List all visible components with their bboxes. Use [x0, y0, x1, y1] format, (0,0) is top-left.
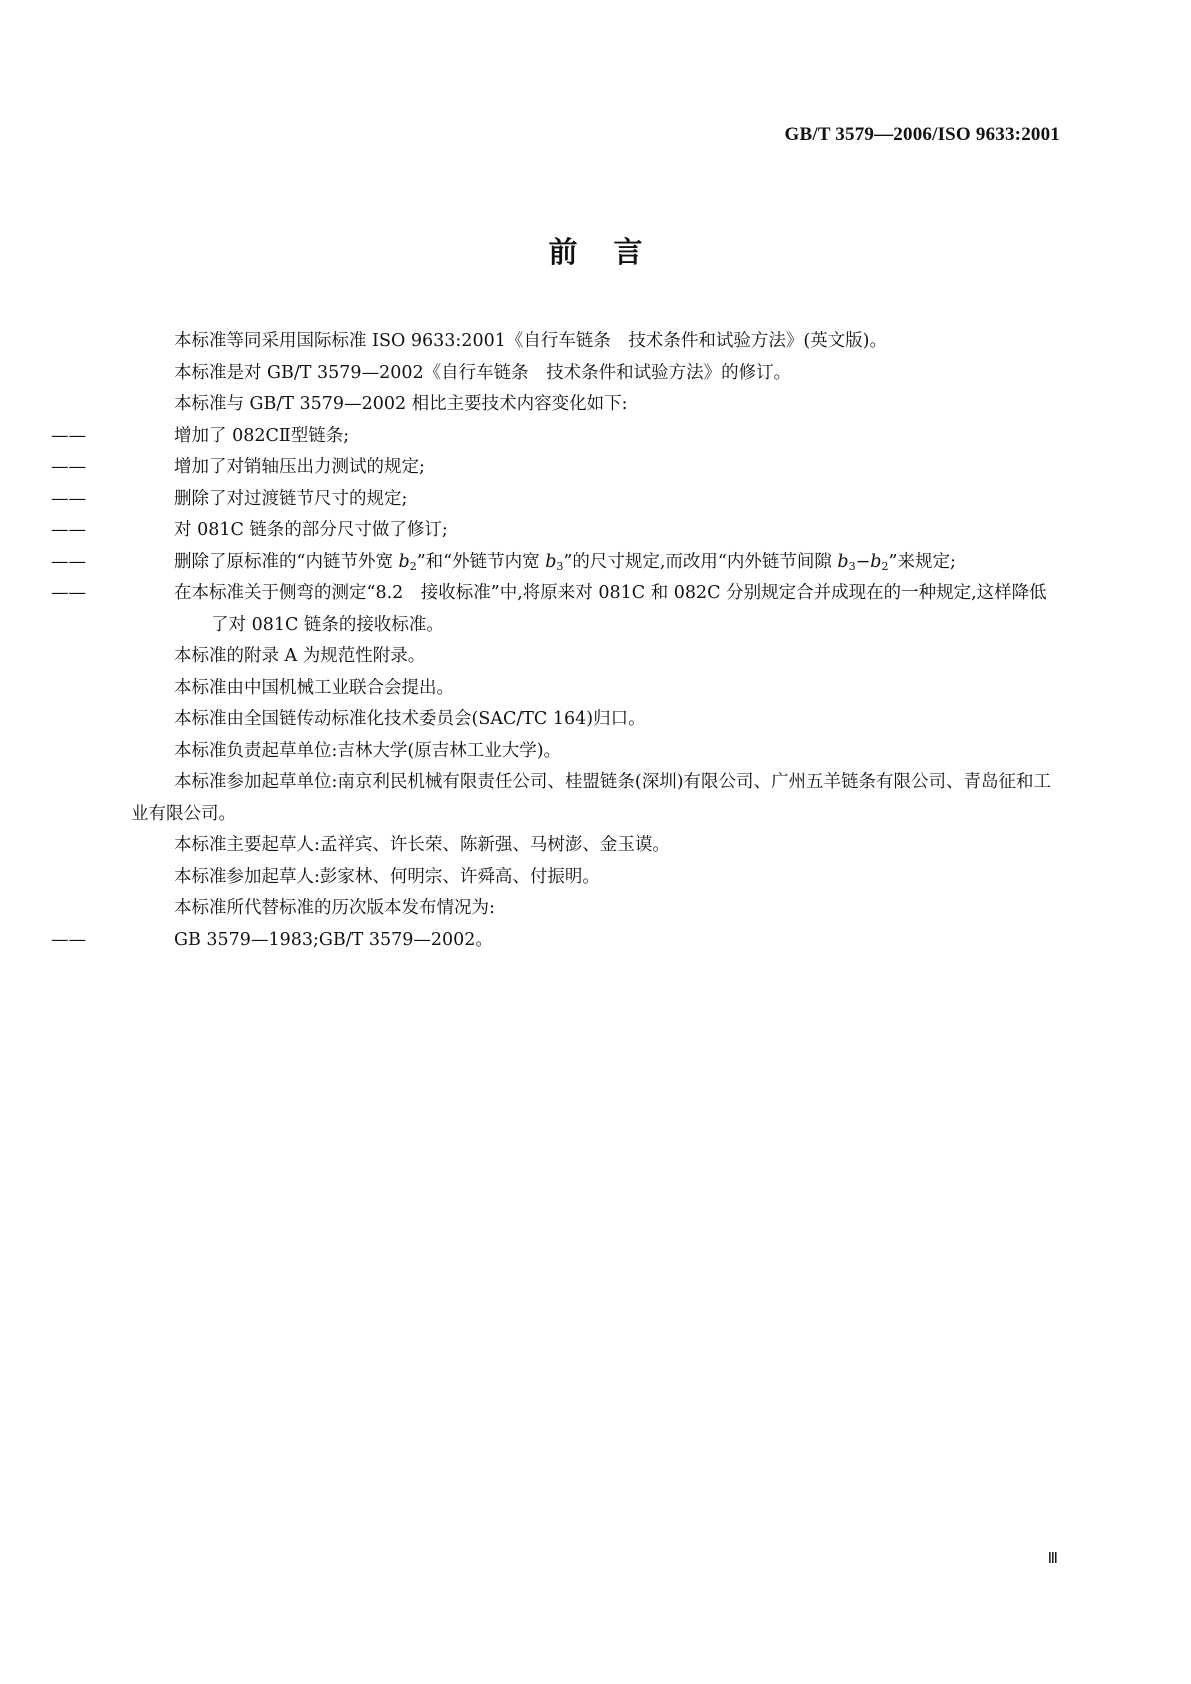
- paragraph: 本标准与 GB/T 3579—2002 相比主要技术内容变化如下:: [174, 394, 628, 414]
- list-item-text: ”和“外链节内宽: [416, 551, 546, 572]
- document-body: [51, 326, 1060, 956]
- list-item: [51, 484, 1060, 516]
- paragraph: 本标准的附录 A 为规范性附录。: [174, 646, 426, 666]
- paragraph: 本标准参加起草单位:南京利民机械有限责任公司、桂盟链条(深圳)有限公司、广州五羊链条有限公司、青岛征和工业有限公司。: [131, 772, 1052, 824]
- list-item: [51, 515, 1060, 547]
- paragraph: 本标准主要起草人:孟祥宾、许长荣、陈新强、马树澎、金玉谟。: [174, 835, 670, 855]
- paragraph: 本标准由中国机械工业联合会提出。: [174, 677, 454, 698]
- subscript: 3: [848, 559, 856, 573]
- list-item-text: 增加了对销轴压出力测试的规定;: [174, 457, 425, 477]
- page-title: 前言: [548, 235, 679, 269]
- paragraph: 本标准是对 GB/T 3579—2002《自行车链条 技术条件和试验方法》的修订。: [174, 362, 792, 383]
- standard-code: GB/T 3579—2006/ISO 9633:2001: [784, 124, 1060, 145]
- list-item-text: GB 3579—1983;GB/T 3579—2002。: [174, 929, 493, 950]
- paragraph: 本标准由全国链传动标准化技术委员会(SAC/TC 164)归口。: [174, 709, 646, 729]
- list-item: [51, 925, 1060, 957]
- subscript: 2: [409, 559, 417, 573]
- paragraph: 本标准所代替标准的历次版本发布情况为:: [174, 898, 495, 918]
- list-item-text: 对 081C 链条的部分尺寸做了修订;: [174, 520, 448, 540]
- variable-b: b: [398, 551, 410, 572]
- list-dash: ——: [51, 488, 86, 509]
- list-item-text: ”来规定;: [888, 551, 956, 572]
- list-dash: ——: [51, 929, 86, 950]
- list-item: [51, 421, 1060, 453]
- variable-b: b: [545, 551, 557, 572]
- list-dash: ——: [51, 520, 86, 540]
- list-item: [51, 547, 1060, 579]
- paragraph: 本标准负责起草单位:吉林大学(原吉林工业大学)。: [174, 740, 562, 761]
- list-item-text: 在本标准关于侧弯的测定“8.2 接收标准”中,将原来对 081C 和 082C 分别规定合并成现在的一种规定,这样降低了对 081C 链条的接收标准。: [174, 583, 1047, 635]
- variable-b: b: [870, 551, 882, 572]
- list-item-text: 删除了原标准的“内链节外宽: [174, 551, 399, 572]
- subscript: 2: [881, 559, 889, 573]
- list-dash: ——: [51, 425, 86, 446]
- list-dash: ——: [51, 583, 86, 603]
- list-item-text: ”的尺寸规定,而改用“内外链节间隙: [563, 551, 838, 572]
- list-item-text: 删除了对过渡链节尺寸的规定;: [174, 488, 408, 509]
- subscript: 3: [556, 559, 564, 573]
- minus-sign: −: [855, 551, 871, 572]
- paragraph: 本标准参加起草人:彭家林、何明宗、许舜高、付振明。: [174, 866, 600, 887]
- list-dash: ——: [51, 457, 86, 477]
- list-item-text: 增加了 082CⅡ型链条;: [174, 425, 350, 446]
- variable-b: b: [837, 551, 849, 572]
- page-number: Ⅲ: [1047, 1551, 1058, 1567]
- list-item: [51, 452, 1060, 484]
- list-item: [51, 578, 1060, 641]
- paragraph: 本标准等同采用国际标准 ISO 9633:2001《自行车链条 技术条件和试验方法》(英文版)。: [174, 331, 887, 351]
- list-dash: ——: [51, 551, 86, 572]
